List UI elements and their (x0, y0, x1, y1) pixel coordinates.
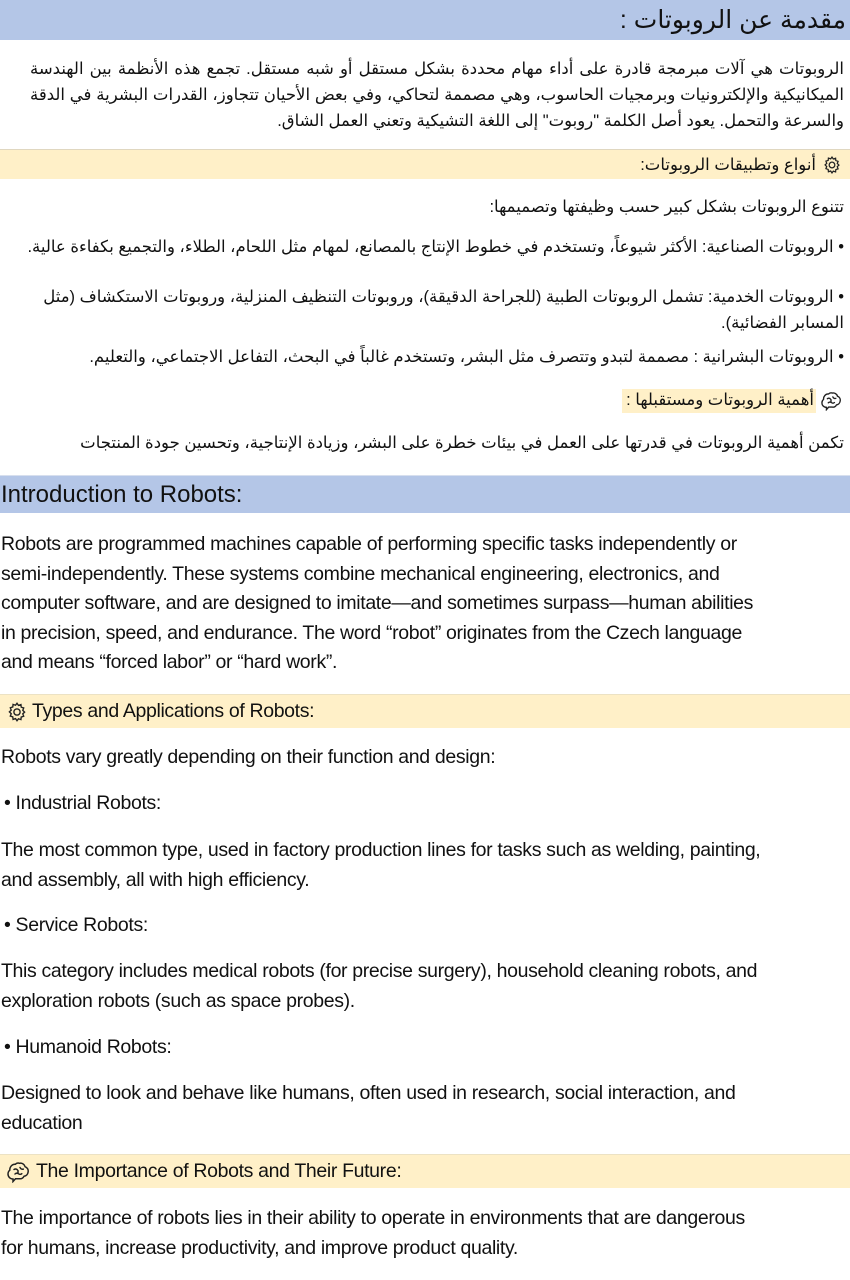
intro-line: in precision, speed, and endurance. The word “robot” originates from the Czech language (1, 621, 742, 644)
importance-line: The importance of robots lies in their ability to operate in environments that are dangerous (1, 1207, 745, 1229)
intro-line: and means “forced labor” or “hard work”. (1, 651, 338, 673)
arabic-types-heading-label: أنواع وتطبيقات الروبوتات: (640, 155, 816, 174)
arabic-types-heading (0, 149, 850, 179)
arabic-importance-heading (622, 388, 842, 414)
english-types-heading-label: Types and Applications of Robots: (32, 700, 315, 722)
description-line: and assembly, all with high efficiency. (1, 868, 310, 891)
arabic-importance-heading-label: أهمية الروبوتات ومستقبلها : (622, 389, 816, 413)
arabic-type-item: • الروبوتات الصناعية: الأكثر شيوعاً، وتستخدم في خطوط الإنتاج بالمصانع، لمهام مثل اللحام، الطلاء، والتجميع بكفاءة عالية. (27, 238, 844, 256)
english-type-name: • Industrial Robots: (4, 792, 161, 814)
arabic-type-item: • الروبوتات الخدمية: تشمل الروبوتات الطبية (للجراحة الدقيقة)، وروبوتات التنظيف المنزلية، وروبوتات الاستكشاف (مثل المسابر الفضائية). (43, 288, 844, 332)
english-type-description (1, 1079, 844, 1138)
description-line: education (1, 1111, 83, 1134)
english-importance-heading (0, 1154, 850, 1188)
arabic-type-item: • الروبوتات البشرانية : مصممة لتبدو وتتصرف مثل البشر، وتستخدم غالباً في البحث، التفاعل الاجتماعي، والتعليم. (89, 348, 844, 366)
arabic-title-bar (0, 0, 850, 40)
gear-icon (6, 701, 28, 723)
english-type-name: • Service Robots: (4, 914, 148, 936)
english-type-name: • Humanoid Robots: (4, 1036, 172, 1058)
english-type-description (1, 836, 844, 895)
english-importance-text (1, 1204, 844, 1263)
description-line: The most common type, used in factory production lines for tasks such as welding, painting, (1, 839, 761, 861)
description-line: This category includes medical robots (for precise surgery), household cleaning robots, and (1, 960, 758, 982)
arabic-types-intro: تتنوع الروبوتات بشكل كبير حسب وظيفتها وتصميمها: (489, 198, 844, 216)
english-importance-heading-label: The Importance of Robots and Their Future: (36, 1160, 402, 1182)
arabic-page-title: مقدمة عن الروبوتات : (619, 6, 846, 34)
brain-icon (820, 391, 842, 411)
english-types-heading (0, 694, 850, 728)
arabic-importance-text: تكمن أهمية الروبوتات في قدرتها على العمل في بيئات خطرة على البشر، وزيادة الإنتاجية، وتحسين جودة المنتجات (80, 434, 844, 452)
arabic-intro-paragraph: الروبوتات هي آلات مبرمجة قادرة على أداء مهام محددة بشكل مستقل أو شبه مستقل. تجمع هذه الأنظمة بين الهندسة الميكانيكية والإلكترونيات وبرمجيات الحاسوب، وهي مصممة لتحاكي، وفي بعض الأحيان تتجاوز، القدرات البشرية في الدقة والسرعة والتحمل. يعود أصل الكلمة "روبوت" إلى اللغة التشيكية وتعني العمل الشاق. (30, 60, 844, 130)
intro-line: computer software, and are designed to imitate—and sometimes surpass—human abilities (1, 592, 754, 614)
english-types-intro: Robots vary greatly depending on their function and design: (1, 746, 496, 768)
english-intro-paragraph (1, 530, 844, 678)
description-line: Designed to look and behave like humans, often used in research, social interaction, and (1, 1082, 736, 1104)
english-title-bar (0, 475, 850, 513)
intro-line: Robots are programmed machines capable of performing specific tasks independently or (1, 533, 737, 555)
gear-icon (822, 155, 842, 175)
importance-line: for humans, increase productivity, and improve product quality. (1, 1236, 518, 1259)
intro-line: semi-independently. These systems combine mechanical engineering, electronics, and (1, 562, 720, 585)
brain-icon (6, 1161, 30, 1183)
description-line: exploration robots (such as space probes). (1, 989, 355, 1012)
english-type-description (1, 957, 844, 1016)
english-page-title: Introduction to Robots: (1, 480, 243, 508)
